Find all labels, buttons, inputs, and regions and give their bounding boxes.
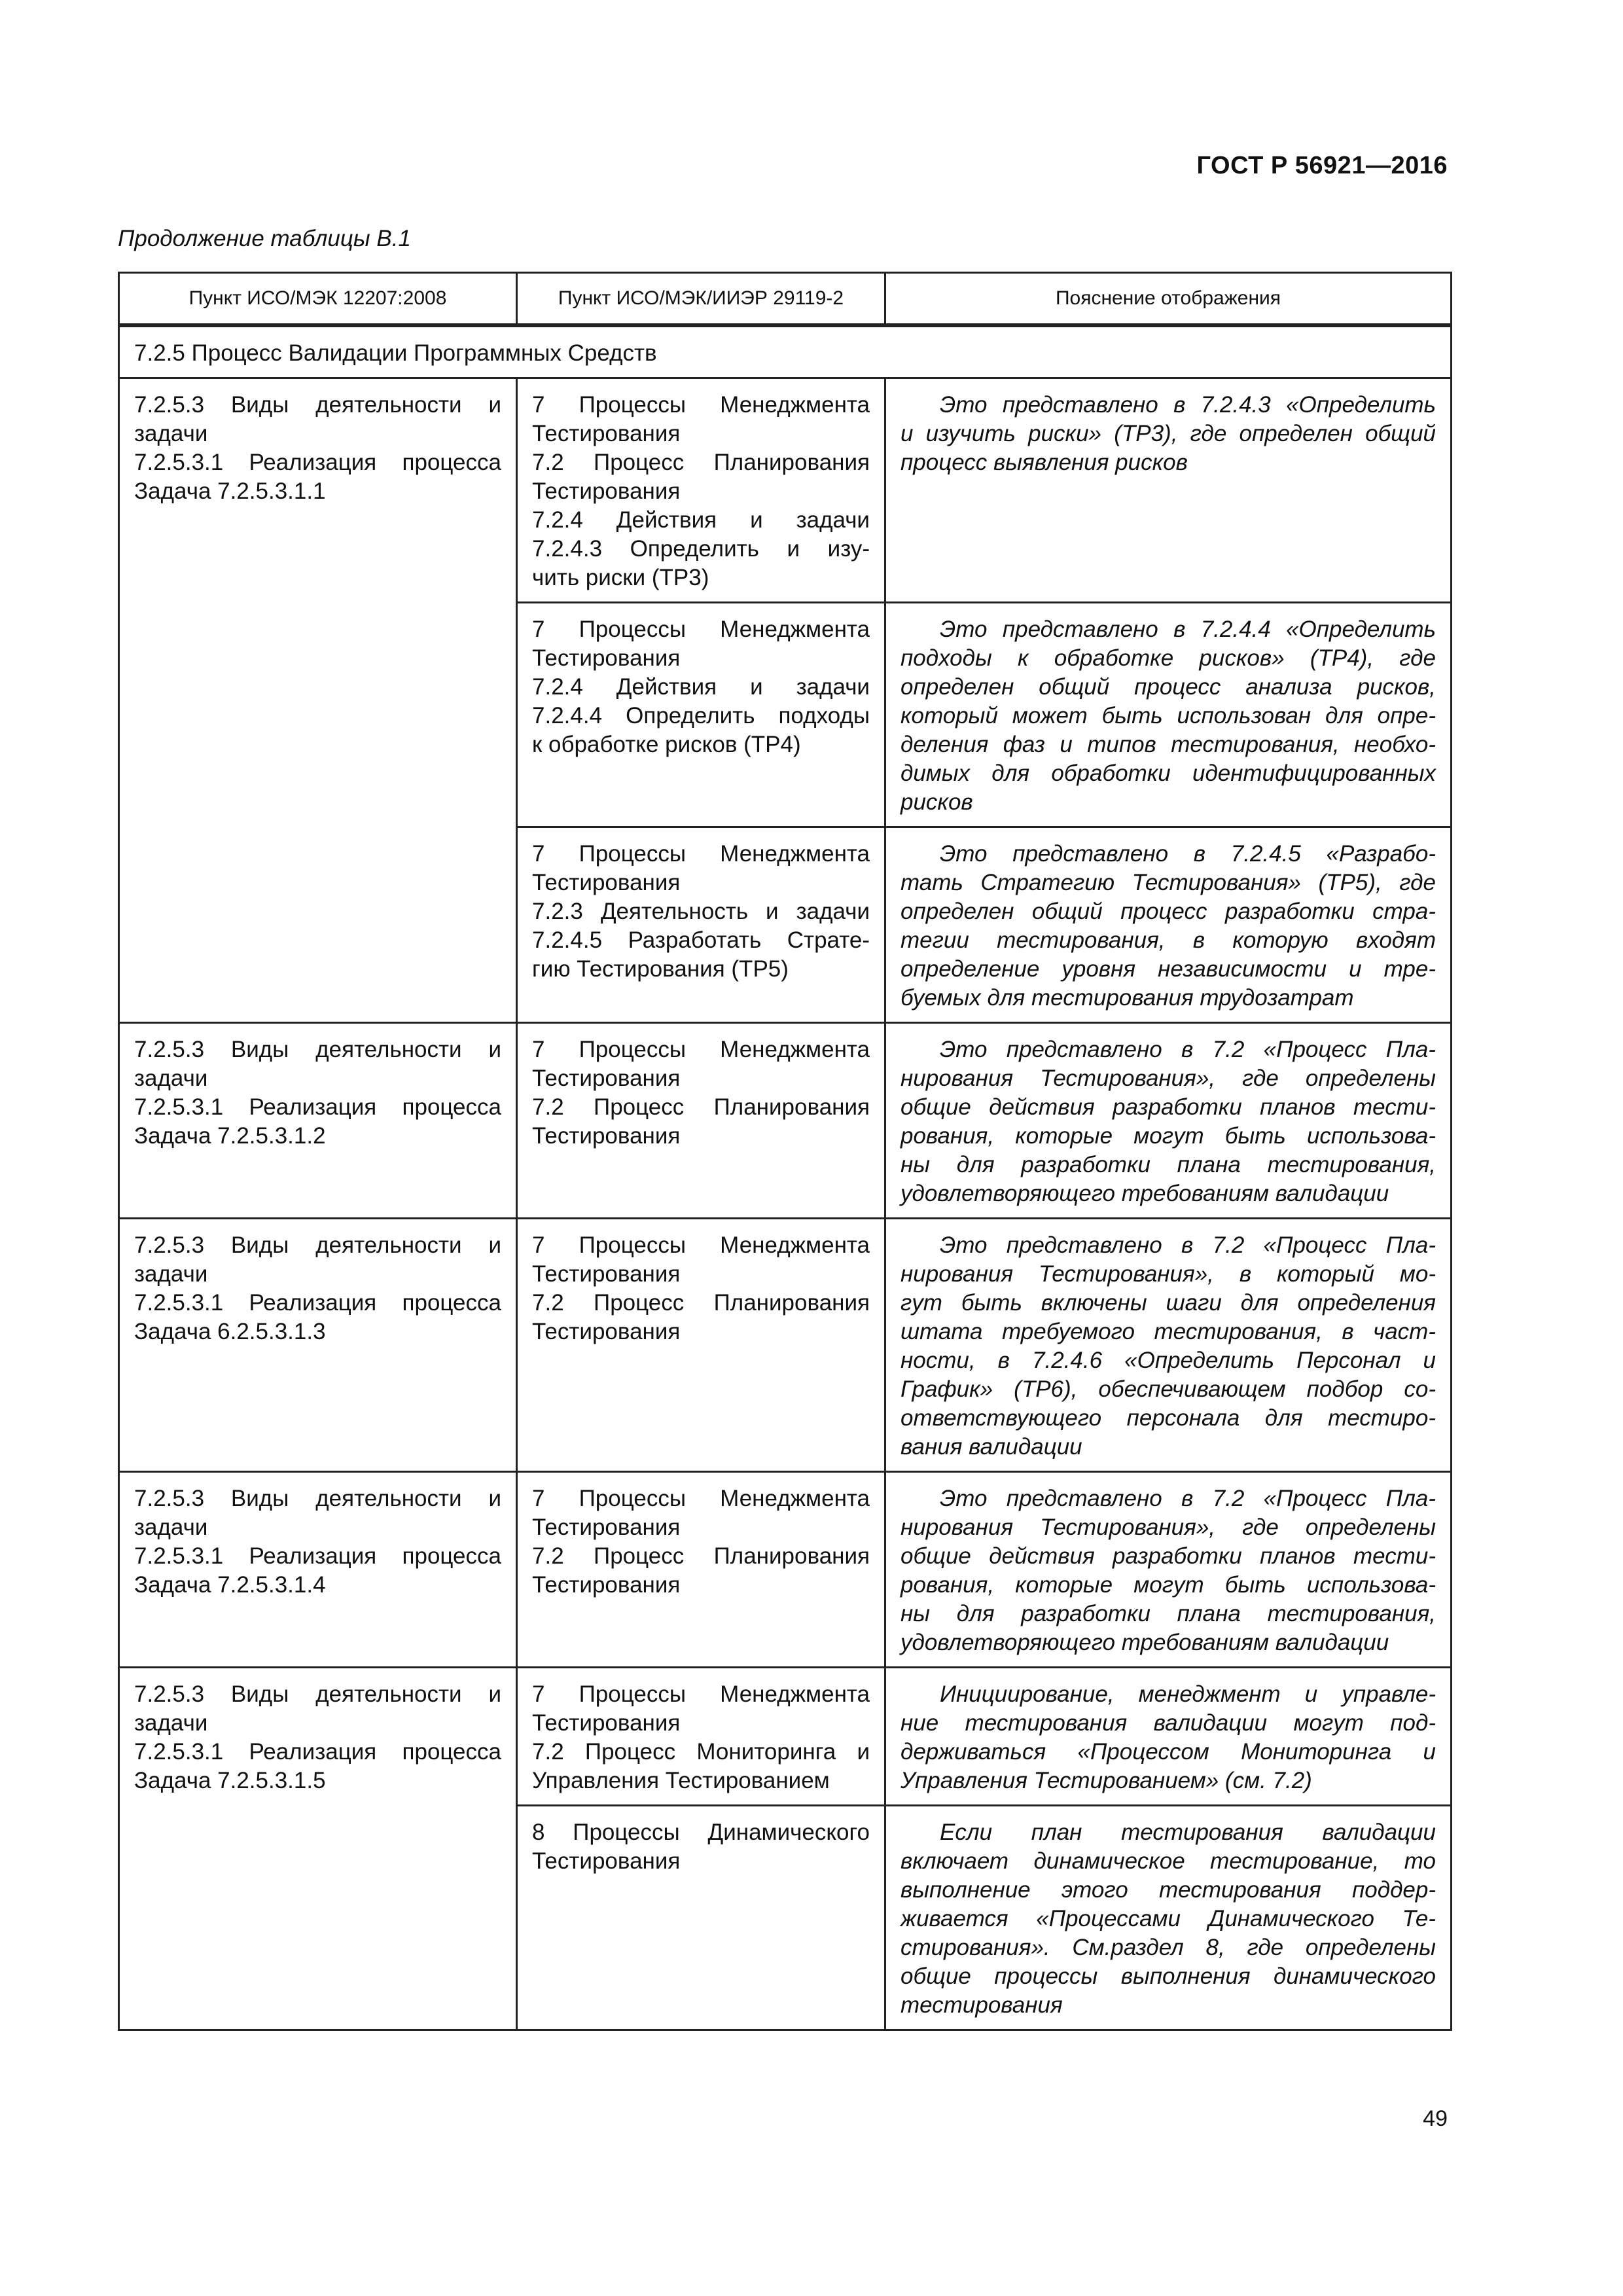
text-line: общие действия разработки планов тести- <box>901 1543 1436 1569</box>
text-line: Тестирования <box>532 1848 681 1874</box>
table-body <box>119 325 1452 2030</box>
text-line: выполнение этого тестирования поддер- <box>901 1877 1436 1903</box>
clause-12207-cell <box>119 1219 517 1472</box>
clause-29119-cell <box>517 603 885 827</box>
text-line: 7.2 Процесс Планирования <box>532 1543 870 1569</box>
text-line: Управления Тестированием» (см. 7.2) <box>901 1768 1312 1793</box>
table-row <box>119 1472 1452 1668</box>
text-line: гию Тестирования (TP5) <box>532 956 789 982</box>
text-line: 7 Процессы Менеджмента <box>532 1681 870 1707</box>
text-line: 7.2 Процесс Планирования <box>532 1290 870 1316</box>
text-line: ности, в 7.2.4.6 «Определить Персонал и <box>901 1348 1436 1373</box>
text-line: 8 Процессы Динамического <box>532 1820 870 1845</box>
text-line: живается «Процессами Динамического Те- <box>901 1906 1436 1931</box>
text-line: Задача 7.2.5.3.1.5 <box>134 1768 326 1793</box>
text-line: удовлетворяющего требованиям валидации <box>901 1630 1389 1655</box>
text-line: Если план тестирования валидации <box>940 1820 1436 1845</box>
text-line: общие действия разработки планов тести- <box>901 1094 1436 1120</box>
text-line: который может быть использован для опре- <box>901 703 1436 728</box>
text-line: 7 Процессы Менеджмента <box>532 1486 870 1511</box>
text-line: 7.2.5.3.1 Реализация процесса <box>134 1094 501 1120</box>
text-line: задачи <box>134 1261 208 1287</box>
mapping-table <box>118 272 1452 2031</box>
text-line: Тестирования <box>532 1572 681 1598</box>
text-line: 7 Процессы Менеджмента <box>532 1037 870 1062</box>
text-line: 7.2.5.3 Виды деятельности и <box>134 1232 501 1258</box>
clause-29119-cell <box>517 1023 885 1219</box>
text-line: Это представлено в 7.2 «Процесс Пла- <box>940 1232 1436 1258</box>
text-line: Тестирования <box>532 1066 681 1091</box>
text-line: общие процессы выполнения динамического <box>901 1964 1436 1989</box>
explanation-cell <box>885 827 1452 1023</box>
page-number: 49 <box>1423 2106 1448 2131</box>
text-line: График» (TP6), обеспечивающем подбор со- <box>901 1376 1436 1402</box>
text-line: гут быть включены шаги для определения <box>901 1290 1436 1316</box>
clause-12207-cell <box>119 1023 517 1219</box>
text-line: штата требуемого тестирования, в част- <box>901 1319 1436 1344</box>
text-line: 7.2.4 Действия и задачи <box>532 507 870 533</box>
clause-29119-cell <box>517 1219 885 1472</box>
explanation-cell <box>885 1668 1452 1806</box>
text-line: 7.2.5.3 Виды деятельности и <box>134 392 501 418</box>
text-line: 7.2.5.3 Виды деятельности и <box>134 1037 501 1062</box>
section-title: 7.2.5 Процесс Валидации Программных Средств <box>119 327 1452 378</box>
text-line: 7.2 Процесс Мониторинга и <box>532 1739 870 1765</box>
text-line: задачи <box>134 1515 208 1540</box>
explanation-cell <box>885 1472 1452 1668</box>
text-line: задачи <box>134 421 208 446</box>
text-line: Управления Тестированием <box>532 1768 830 1793</box>
text-line: 7.2.5.3.1 Реализация процесса <box>134 450 501 475</box>
text-line: ние тестирования валидации могут под- <box>901 1710 1436 1736</box>
explanation-cell <box>885 1219 1452 1472</box>
column-header-12207: Пункт ИСО/МЭК 12207:2008 <box>119 273 517 325</box>
text-line: 7.2.5.3 Виды деятельности и <box>134 1486 501 1511</box>
text-line: тать Стратегию Тестирования» (TP5), где <box>901 870 1436 895</box>
text-line: димых для обработки идентифицированных <box>901 761 1436 786</box>
text-line: определение уровня независимости и тре- <box>901 956 1436 982</box>
text-line: процесс выявления рисков <box>901 450 1188 475</box>
text-line: 7 Процессы Менеджмента <box>532 392 870 418</box>
text-line: чить риски (TP3) <box>532 565 709 590</box>
explanation-cell <box>885 1023 1452 1219</box>
text-line: 7.2.4.3 Определить и изу- <box>532 536 870 562</box>
text-line: ны для разработки плана тестирования, <box>901 1152 1436 1177</box>
text-line: нирования Тестирования», где определены <box>901 1515 1436 1540</box>
text-line: Это представлено в 7.2.4.3 «Определить <box>940 392 1436 418</box>
table-row <box>119 1219 1452 1472</box>
text-line: деления фаз и типов тестирования, необхо- <box>901 732 1436 757</box>
explanation-cell <box>885 1806 1452 2030</box>
table-caption: Продолжение таблицы В.1 <box>118 226 411 251</box>
text-line: буемых для тестирования трудозатрат <box>901 985 1354 1011</box>
text-line: 7.2 Процесс Планирования <box>532 450 870 475</box>
text-line: Тестирования <box>532 1261 681 1287</box>
text-line: 7.2.5.3.1 Реализация процесса <box>134 1290 501 1316</box>
table-header-row <box>119 273 1452 325</box>
text-line: Тестирования <box>532 1319 681 1344</box>
text-line: Задача 6.2.5.3.1.3 <box>134 1319 326 1344</box>
text-line: 7.2.4.5 Разработать Страте- <box>532 927 870 953</box>
text-line: стирования». См.раздел 8, где определены <box>901 1935 1436 1960</box>
text-line: 7.2.4.4 Определить подходы <box>532 703 870 728</box>
text-line: 7.2.5.3 Виды деятельности и <box>134 1681 501 1707</box>
section-row <box>119 327 1452 378</box>
text-line: 7.2.3 Деятельность и задачи <box>532 899 870 924</box>
text-line: 7.2.4 Действия и задачи <box>532 674 870 700</box>
text-line: нирования Тестирования», где определены <box>901 1066 1436 1091</box>
text-line: определен общий процесс разработки стра- <box>901 899 1436 924</box>
text-line: ответствующего персонала для тестиро- <box>901 1405 1436 1431</box>
text-line: держиваться «Процессом Мониторинга и <box>901 1739 1436 1765</box>
explanation-cell <box>885 603 1452 827</box>
text-line: тегии тестирования, в которую входят <box>901 927 1436 953</box>
text-line: рования, которые могут быть использова- <box>901 1572 1436 1598</box>
standard-designation: ГОСТ Р 56921—2016 <box>1196 152 1448 179</box>
text-line: Тестирования <box>532 1123 681 1149</box>
clause-29119-cell <box>517 378 885 603</box>
clause-29119-cell <box>517 1806 885 2030</box>
text-line: рисков <box>901 789 973 815</box>
clause-29119-cell <box>517 1472 885 1668</box>
clause-12207-cell <box>119 1668 517 2030</box>
text-line: задачи <box>134 1066 208 1091</box>
text-line: Тестирования <box>532 645 681 671</box>
text-line: Тестирования <box>532 478 681 504</box>
text-line: подходы к обработке рисков» (TP4), где <box>901 645 1436 671</box>
table-row <box>119 1023 1452 1219</box>
text-line: вания валидации <box>901 1434 1082 1460</box>
text-line: 7.2.5.3.1 Реализация процесса <box>134 1739 501 1765</box>
explanation-cell <box>885 378 1452 603</box>
text-line: нирования Тестирования», в который мо- <box>901 1261 1436 1287</box>
text-line: включает динамическое тестирование, то <box>901 1848 1436 1874</box>
text-line: 7.2 Процесс Планирования <box>532 1094 870 1120</box>
text-line: Задача 7.2.5.3.1.1 <box>134 478 326 504</box>
text-line: Инициирование, менеджмент и управле- <box>940 1681 1436 1707</box>
text-line: Тестирования <box>532 870 681 895</box>
text-line: ны для разработки плана тестирования, <box>901 1601 1436 1626</box>
text-line: 7 Процессы Менеджмента <box>532 617 870 642</box>
text-line: Тестирования <box>532 1710 681 1736</box>
clause-29119-cell <box>517 1668 885 1806</box>
clause-12207-cell <box>119 378 517 1023</box>
column-header-explanation: Пояснение отображения <box>885 273 1452 325</box>
text-line: 7 Процессы Менеджмента <box>532 1232 870 1258</box>
text-line: Это представлено в 7.2.4.4 «Определить <box>940 617 1436 642</box>
text-line: Тестирования <box>532 421 681 446</box>
text-line: и изучить риски» (TP3), где определен общий <box>901 421 1436 446</box>
text-line: 7.2.5.3.1 Реализация процесса <box>134 1543 501 1569</box>
text-line: тестирования <box>901 1992 1063 2018</box>
text-line: Это представлено в 7.2.4.5 «Разрабо- <box>940 841 1436 867</box>
text-line: Это представлено в 7.2 «Процесс Пла- <box>940 1486 1436 1511</box>
column-header-29119: Пункт ИСО/МЭК/ИИЭР 29119-2 <box>517 273 885 325</box>
clause-12207-cell <box>119 1472 517 1668</box>
text-line: удовлетворяющего требованиям валидации <box>901 1181 1389 1206</box>
clause-29119-cell <box>517 827 885 1023</box>
text-line: Тестирования <box>532 1515 681 1540</box>
text-line: Это представлено в 7.2 «Процесс Пла- <box>940 1037 1436 1062</box>
table-row <box>119 378 1452 603</box>
text-line: задачи <box>134 1710 208 1736</box>
text-line: рования, которые могут быть использова- <box>901 1123 1436 1149</box>
text-line: Задача 7.2.5.3.1.2 <box>134 1123 326 1149</box>
text-line: определен общий процесс анализа рисков, <box>901 674 1436 700</box>
text-line: к обработке рисков (TP4) <box>532 732 801 757</box>
table-row <box>119 1668 1452 1806</box>
text-line: Задача 7.2.5.3.1.4 <box>134 1572 326 1598</box>
text-line: 7 Процессы Менеджмента <box>532 841 870 867</box>
